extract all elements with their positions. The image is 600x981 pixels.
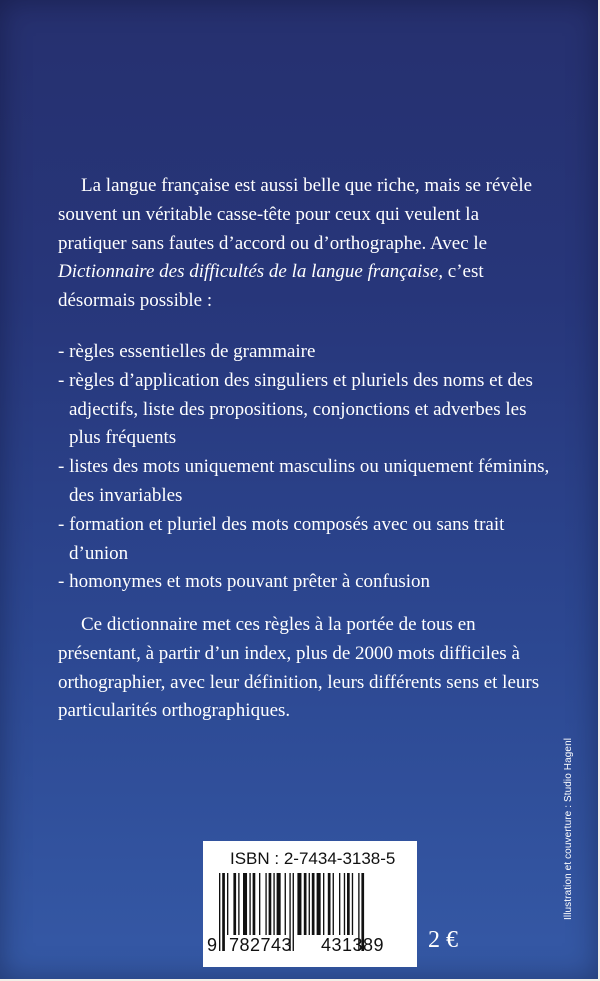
barcode-digit-group-right: 431389	[321, 935, 385, 955]
intro-text-end: c’est désormais possible :	[58, 261, 484, 312]
summary-paragraph: Ce dictionnaire met ces règles à la portée de tous en présentant, à partir d’un index, plus de 2000 mots difficiles à orthographier, avec leur définition, leurs différents sens et leurs particularités orthographiques.	[58, 614, 540, 722]
feature-item: - listes des mots uniquement masculins ou uniquement féminins, des invariables	[58, 456, 550, 506]
dictionary-title: Dictionnaire des difficultés de la langue française,	[58, 261, 444, 283]
feature-item: - règles essentielles de grammaire	[58, 341, 316, 362]
feature-item: - homonymes et mots pouvant prêter à confusion	[58, 571, 431, 593]
barcode-label	[203, 841, 417, 967]
feature-list	[58, 338, 550, 597]
illustration-credit: Illustration et couverture : Studio Hagenl	[563, 737, 574, 920]
barcode-digit-first: 9	[207, 935, 218, 955]
intro-text-start: La langue française est aussi belle que riche, mais se révèle souvent un véritable casse-tête pour ceux qui veulent la pratiquer sans fautes d’accord ou d’orthographe. Avec le	[58, 175, 533, 254]
intro-paragraph	[58, 172, 550, 316]
feature-item: - formation et pluriel des mots composés avec ou sans trait d’union	[58, 513, 505, 564]
price-label: 2 €	[428, 927, 458, 953]
barcode-digit-group-left: 782743	[229, 935, 293, 955]
feature-item: - règles d’application des singuliers et pluriels des noms et des adjectifs, liste des propositions, conjonctions et adverbes les plus fréquents	[58, 369, 533, 449]
isbn-number: ISBN : 2-7434-3138-5	[230, 849, 396, 868]
